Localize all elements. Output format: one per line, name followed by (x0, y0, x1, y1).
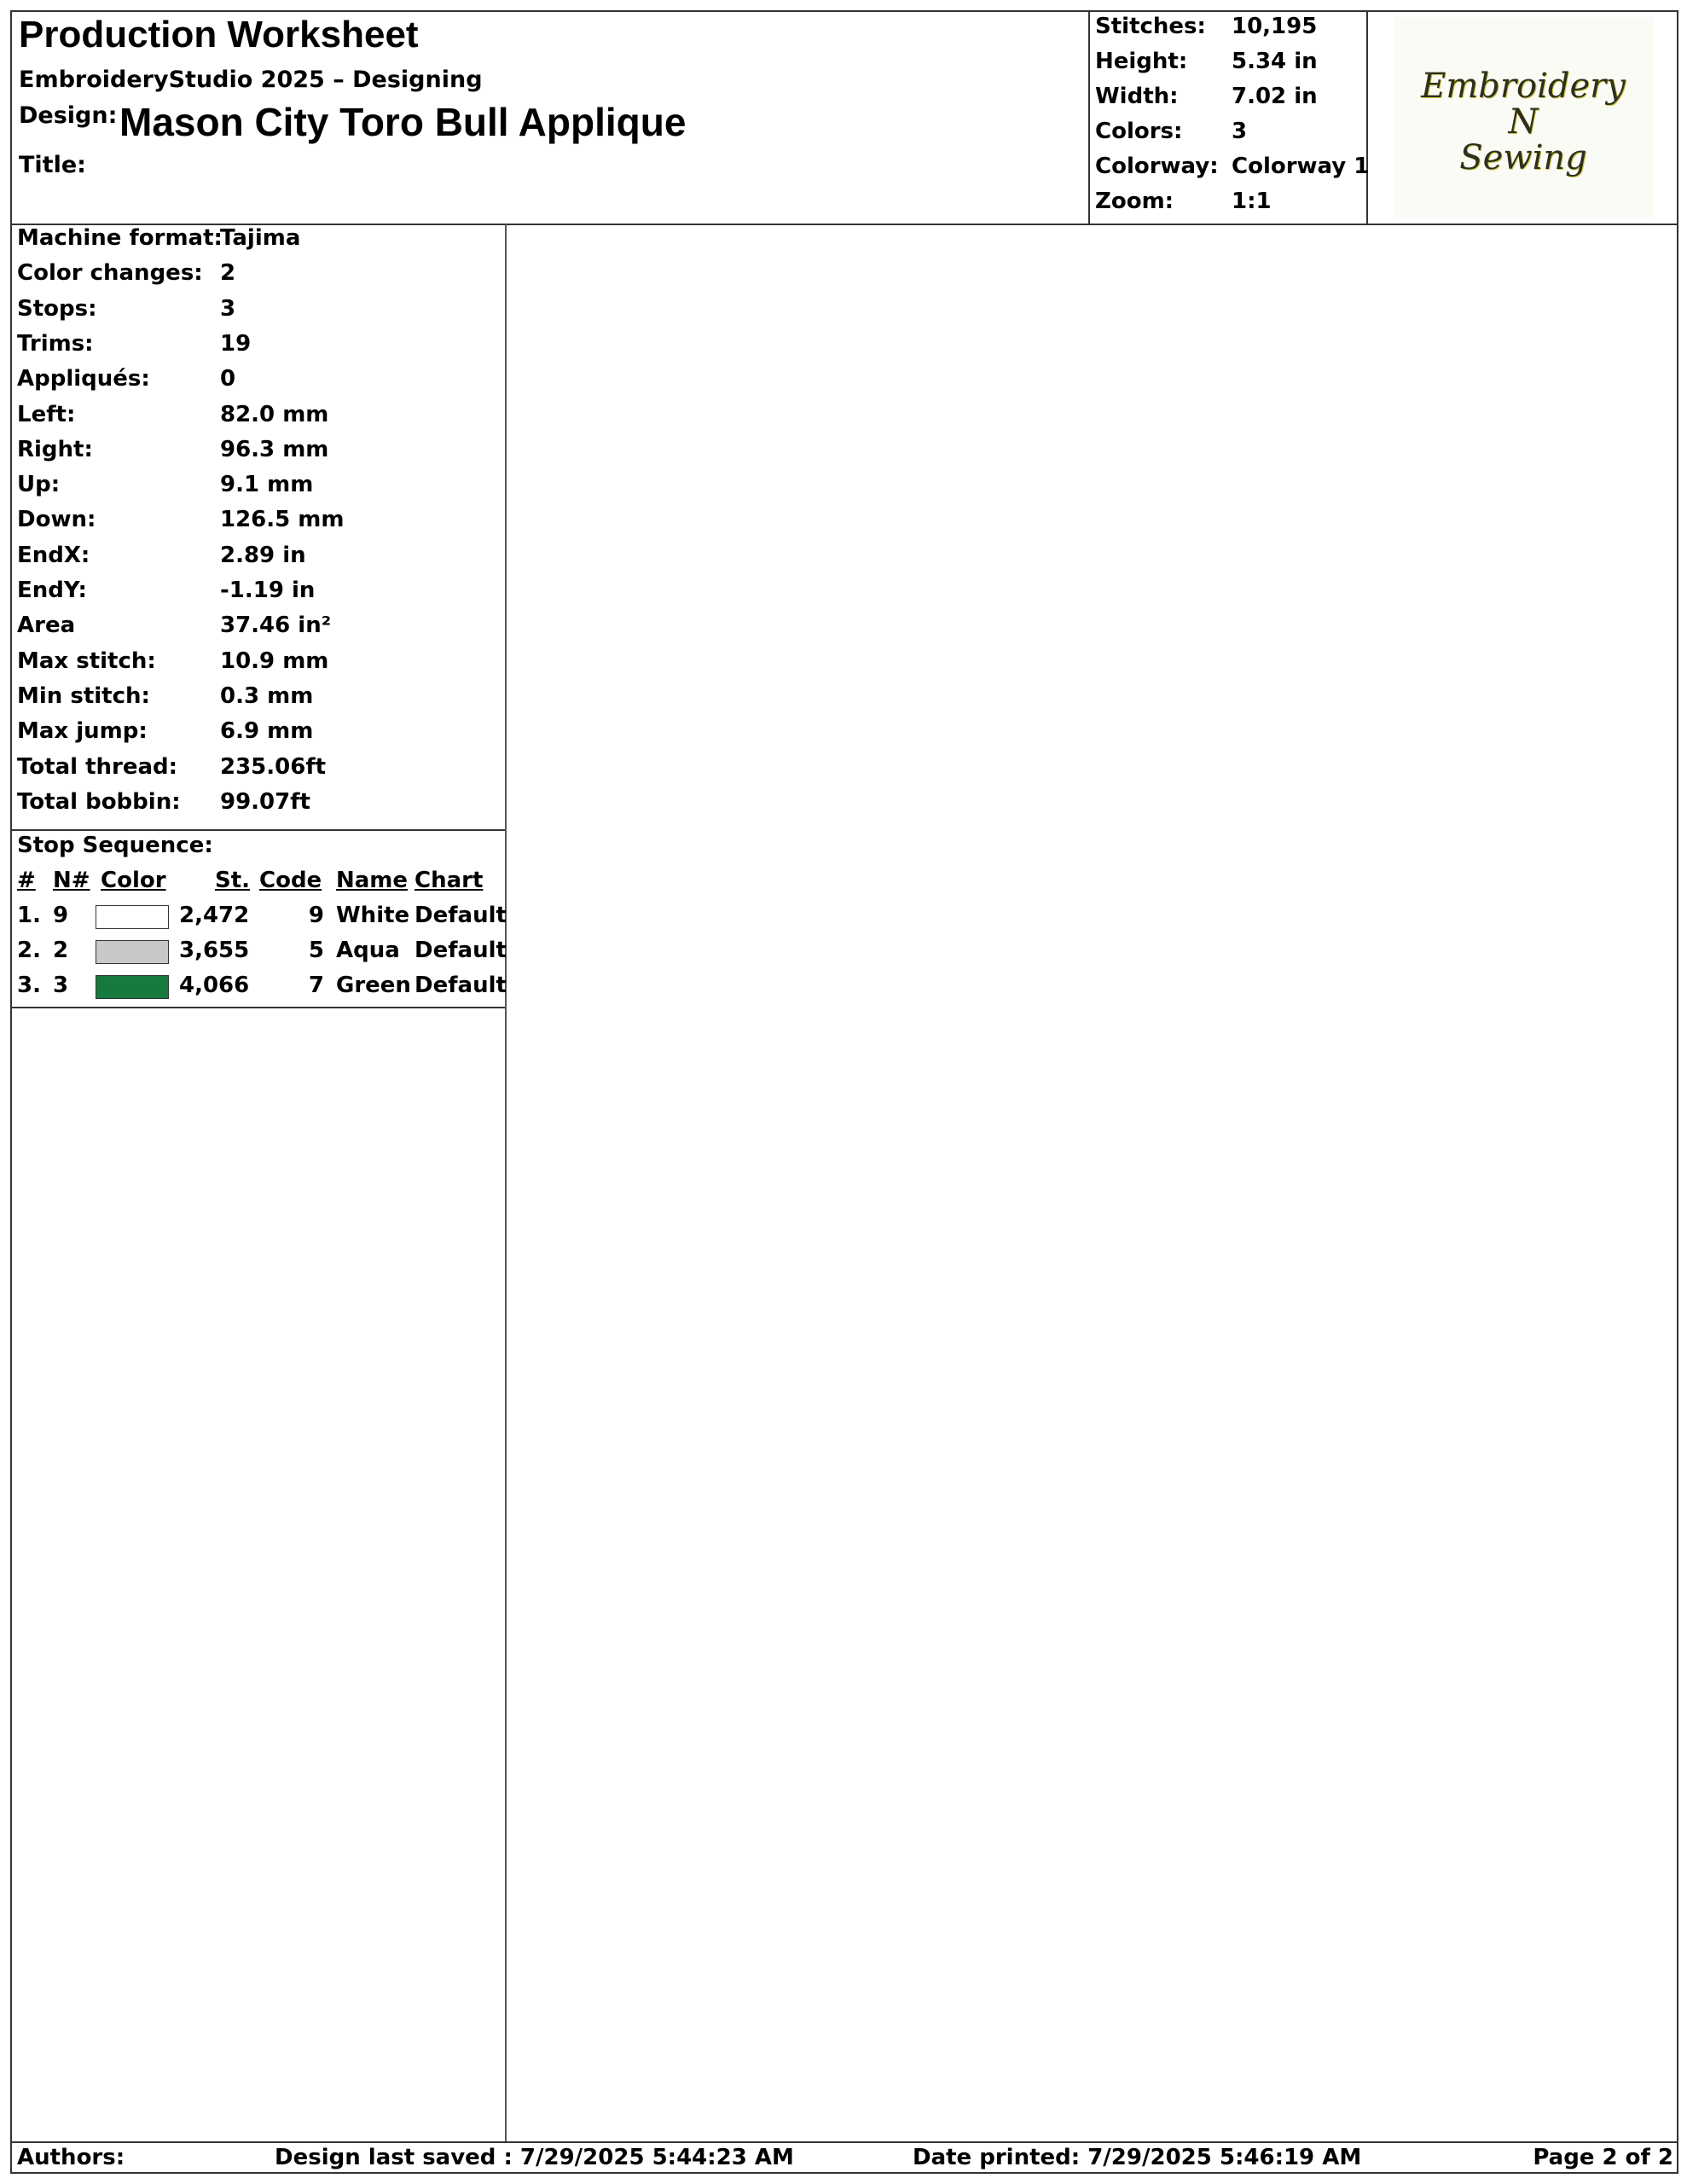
stat-label: Color changes: (17, 260, 203, 287)
stat-label: Down: (17, 507, 96, 533)
date-printed: Date printed: 7/29/2025 5:46:19 AM (913, 2145, 1362, 2170)
seq-code: 9 (308, 903, 324, 928)
stat-label: Left: (17, 401, 76, 427)
stat-label: Max jump: (17, 718, 148, 745)
seq-code: 5 (308, 938, 324, 963)
col-header-chart: Chart (415, 868, 484, 893)
stat-label: Area (17, 613, 76, 639)
seq-number: 1. (17, 903, 41, 928)
seq-thread-name: Aqua (336, 938, 400, 963)
stat-value: 9.1 mm (220, 472, 314, 498)
divider (12, 829, 505, 831)
stat-value: 19 (220, 330, 252, 357)
stat-value: Colorway 1 (1232, 154, 1370, 179)
stat-value: 235.06ft (220, 753, 327, 780)
logo-line: Sewing (1459, 138, 1587, 177)
summary-stats (1088, 12, 1368, 224)
col-header-code: Code (259, 868, 322, 893)
authors-label: Authors: (17, 2145, 125, 2170)
logo-area (1368, 12, 1677, 224)
seq-number: 3. (17, 973, 41, 998)
stat-label: Appliqués: (17, 366, 150, 392)
stat-label: Right: (17, 436, 93, 462)
seq-thread-name: White (336, 903, 410, 928)
stat-value: 126.5 mm (220, 507, 345, 533)
stat-value: 2.89 in (220, 542, 306, 568)
page-title: Production Worksheet (19, 14, 419, 55)
stat-label: Width: (1095, 84, 1179, 109)
stat-value: 6.9 mm (220, 718, 314, 745)
stat-label: Stops: (17, 295, 97, 322)
header (12, 12, 1677, 225)
stat-label: Up: (17, 472, 61, 498)
design-label: Design: (19, 102, 118, 129)
last-saved: Design last saved : 7/29/2025 5:44:23 AM (275, 2145, 794, 2170)
logo-line: N (1508, 102, 1539, 142)
seq-stitches: 4,066 (179, 973, 250, 998)
stat-label: Total thread: (17, 753, 178, 780)
col-header-num: # (17, 868, 36, 893)
title-label: Title: (19, 152, 86, 178)
stat-value: 5.34 in (1232, 49, 1318, 74)
page-number: Page 2 of 2 (1533, 2145, 1673, 2170)
stat-value: 1:1 (1232, 189, 1272, 214)
stat-value: 0 (220, 366, 236, 392)
header-info (12, 12, 1088, 224)
stat-label: Colors: (1095, 119, 1183, 144)
stat-value: 7.02 in (1232, 84, 1318, 109)
seq-stitches: 2,472 (179, 903, 250, 928)
stat-value: 0.3 mm (220, 682, 314, 709)
logo-text (1394, 68, 1653, 176)
stat-value: 10,195 (1232, 14, 1318, 39)
stat-label: Machine format: (17, 225, 223, 251)
design-name: Mason City Toro Bull Applique (119, 100, 687, 144)
stat-label: EndY: (17, 578, 87, 603)
stat-label: Stitches: (1095, 14, 1206, 39)
stat-value: 10.9 mm (220, 648, 329, 674)
details-panel (12, 224, 507, 2141)
stop-sequence-title: Stop Sequence: (17, 833, 213, 858)
stat-label: EndX: (17, 542, 90, 568)
seq-needle: 2 (53, 938, 69, 963)
stat-label: Zoom: (1095, 189, 1174, 214)
footer (12, 2141, 1677, 2174)
stat-label: Min stitch: (17, 682, 150, 709)
col-header-color: Color (101, 868, 166, 893)
seq-chart: Default (415, 903, 507, 928)
seq-number: 2. (17, 938, 41, 963)
col-header-needle: N# (53, 868, 90, 893)
stat-label: Trims: (17, 330, 94, 357)
stat-label: Total bobbin: (17, 788, 181, 815)
seq-needle: 3 (53, 973, 69, 998)
stat-label: Colorway: (1095, 154, 1219, 179)
seq-chart: Default (415, 973, 507, 998)
seq-chart: Default (415, 938, 507, 963)
brand-logo (1394, 17, 1653, 218)
stat-value: Tajima (220, 225, 301, 251)
worksheet-page (10, 10, 1678, 2174)
logo-line: Embroidery (1421, 67, 1626, 106)
divider (12, 1007, 505, 1008)
stat-value: 37.46 in² (220, 613, 332, 639)
stat-value: 82.0 mm (220, 401, 329, 427)
stat-value: 3 (1232, 119, 1248, 144)
stat-value: 3 (220, 295, 236, 322)
stat-label: Height: (1095, 49, 1188, 74)
seq-stitches: 3,655 (179, 938, 250, 963)
color-swatch (96, 975, 169, 999)
seq-code: 7 (308, 973, 324, 998)
software-subtitle: EmbroideryStudio 2025 – Designing (19, 67, 483, 93)
seq-thread-name: Green (336, 973, 411, 998)
seq-needle: 9 (53, 903, 69, 928)
stat-value: -1.19 in (220, 578, 316, 603)
stat-value: 2 (220, 260, 236, 287)
stat-label: Max stitch: (17, 648, 156, 674)
stat-value: 96.3 mm (220, 436, 329, 462)
stat-value: 99.07ft (220, 788, 310, 815)
color-swatch (96, 940, 169, 964)
color-swatch (96, 905, 169, 929)
col-header-name: Name (336, 868, 409, 893)
col-header-stitches: St. (215, 868, 251, 893)
